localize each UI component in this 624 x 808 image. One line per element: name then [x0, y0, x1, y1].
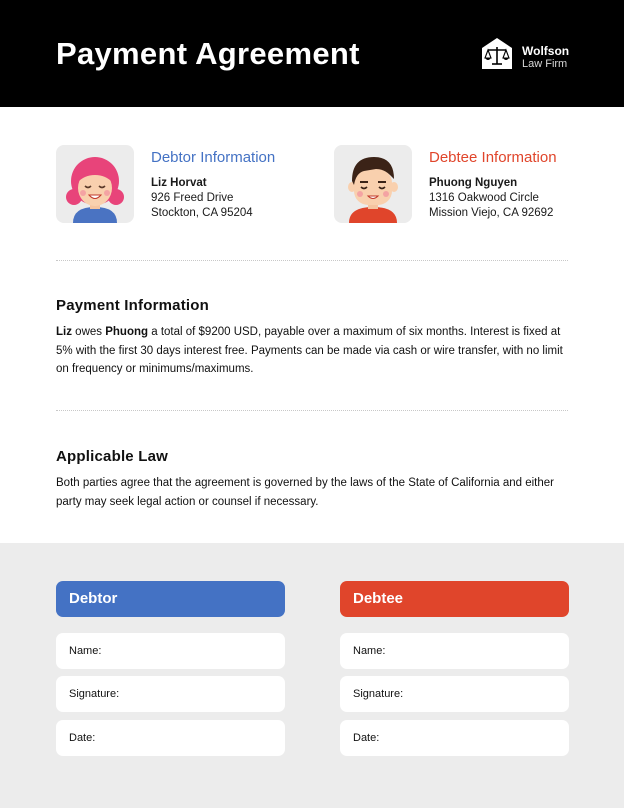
debtee-name: Phuong Nguyen	[429, 177, 518, 189]
debtee-signature-header: Debtee	[340, 581, 569, 617]
law-section-title: Applicable Law	[56, 448, 168, 465]
payment-text-part1: owes	[71, 326, 106, 338]
debtee-avatar	[334, 145, 412, 223]
debtor-address-line1: 926 Freed Drive	[151, 192, 234, 204]
debtee-date-field[interactable]: Date:	[340, 720, 569, 756]
debtor-avatar	[56, 145, 134, 223]
debtee-heading: Debtee Information	[429, 149, 557, 166]
firm-name: Wolfson	[522, 44, 570, 58]
debtor-name-field[interactable]: Name:	[56, 633, 285, 669]
divider	[56, 260, 568, 261]
woman-avatar-icon	[56, 145, 134, 223]
debtee-info	[334, 145, 584, 223]
debtor-signature-header: Debtor	[56, 581, 285, 617]
firm-subtitle: Law Firm	[522, 58, 568, 70]
debtor-address-line2: Stockton, CA 95204	[151, 207, 253, 219]
debtor-info	[56, 145, 316, 223]
page-title: Payment Agreement	[56, 36, 360, 71]
payment-section-title: Payment Information	[56, 297, 209, 314]
debtor-date-field[interactable]: Date:	[56, 720, 285, 756]
debtee-short-name: Phuong	[105, 326, 149, 338]
courthouse-scales-icon	[481, 37, 513, 70]
debtee-name-field[interactable]: Name:	[340, 633, 569, 669]
debtee-signature-field[interactable]: Signature:	[340, 676, 569, 712]
debtor-heading: Debtor Information	[151, 149, 276, 166]
header-bar	[0, 0, 624, 107]
debtee-address-line2: Mission Viejo, CA 92692	[429, 207, 554, 219]
law-section-text: Both parties agree that the agreement is governed by the laws of the State of California and either party may seek legal action or counsel if necessary.	[56, 477, 554, 508]
debtee-address-line1: 1316 Oakwood Circle	[429, 192, 539, 204]
man-avatar-icon	[334, 145, 412, 223]
debtor-short-name: Liz	[56, 326, 72, 338]
divider	[56, 410, 568, 411]
debtor-signature-field[interactable]: Signature:	[56, 676, 285, 712]
payment-text-part2: a total of $9200 USD, payable over a maximum of six months. Interest is fixed at 5% with the first 30 days interest free. Payments can be made via cash or wire transfer, with no limit on frequency or minimums/maximums.	[56, 326, 563, 375]
payment-section-text	[56, 323, 571, 379]
debtor-name: Liz Horvat	[151, 177, 207, 189]
